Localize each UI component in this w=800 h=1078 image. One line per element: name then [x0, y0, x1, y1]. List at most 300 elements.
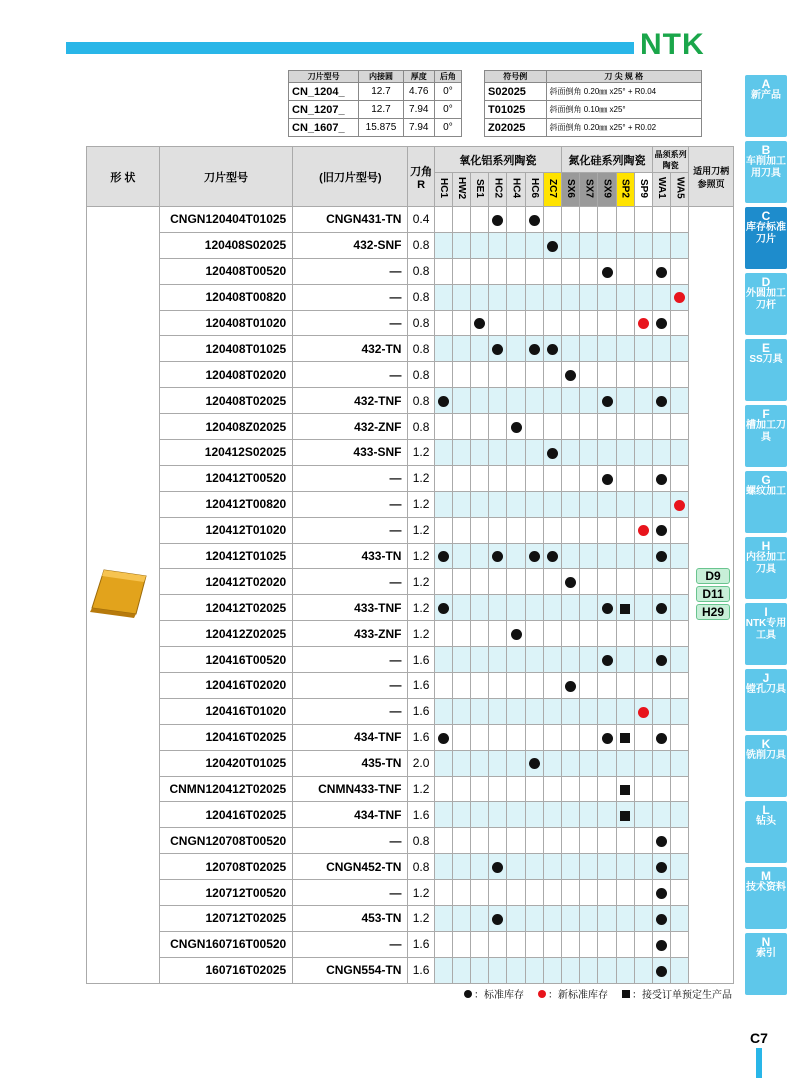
- grade-cell: [471, 698, 489, 724]
- grade-cell: [598, 232, 616, 258]
- grade-cell: [598, 750, 616, 776]
- grade-cell: [598, 854, 616, 880]
- black-dot-icon: [529, 215, 540, 226]
- black-square-icon: [620, 785, 630, 795]
- table-row: [87, 491, 734, 517]
- spec1-header: 后角: [434, 71, 461, 83]
- grade-cell: [507, 440, 525, 466]
- old-model: 432-TNF: [293, 388, 408, 414]
- grade-cell: [634, 258, 652, 284]
- grade-cell: [598, 673, 616, 699]
- side-nav-letter: H: [761, 539, 771, 553]
- grade-cell: [489, 647, 507, 673]
- corner-r: 1.2: [408, 776, 434, 802]
- grade-cell: [452, 750, 470, 776]
- old-model: 434-TNF: [293, 802, 408, 828]
- grade-cell: [562, 336, 580, 362]
- grade-cell: [652, 931, 670, 957]
- grade-cell: [598, 776, 616, 802]
- grade-cell: [543, 414, 561, 440]
- legend-new-standard: ：新标准库存: [548, 990, 608, 1001]
- grade-cell: [452, 232, 470, 258]
- grade-cell: [525, 362, 543, 388]
- side-nav-item-b[interactable]: [745, 141, 787, 203]
- table-row: [87, 388, 734, 414]
- side-nav-letter: D: [761, 275, 771, 289]
- side-nav-label: 内径加工刀具: [746, 552, 786, 575]
- grade-cell: [471, 569, 489, 595]
- grade-cell: [616, 440, 634, 466]
- grade-cell: [525, 621, 543, 647]
- grade-cell: [616, 207, 634, 233]
- grade-cell: [634, 880, 652, 906]
- grade-cell: [562, 414, 580, 440]
- grade-cell: [671, 517, 689, 543]
- grade-cell: [562, 543, 580, 569]
- grade-cell: [634, 673, 652, 699]
- grade-cell: [507, 543, 525, 569]
- grade-cell: [507, 414, 525, 440]
- old-model: —: [293, 828, 408, 854]
- insert-model: 120408T01025: [159, 336, 292, 362]
- grade-cell: [652, 854, 670, 880]
- black-dot-icon: [529, 344, 540, 355]
- grade-cell: [652, 491, 670, 517]
- old-model: 433-TNF: [293, 595, 408, 621]
- grade-cell: [652, 621, 670, 647]
- grade-cell: [652, 465, 670, 491]
- side-nav-letter: I: [764, 605, 768, 619]
- grade-cell: [507, 698, 525, 724]
- grade-cell: [598, 621, 616, 647]
- grade-cell: [471, 258, 489, 284]
- grade-cell: [471, 440, 489, 466]
- grade-cell: [471, 828, 489, 854]
- grade-cell: [489, 284, 507, 310]
- grade-cell: [562, 440, 580, 466]
- grade-label: SP9: [637, 178, 649, 198]
- grade-cell: [598, 931, 616, 957]
- old-model: 434-TNF: [293, 724, 408, 750]
- table-row: [289, 101, 462, 119]
- side-nav-label: 车削加工用刀具: [746, 156, 786, 179]
- grade-cell: [525, 828, 543, 854]
- table-row: [87, 854, 734, 880]
- table-row: [87, 414, 734, 440]
- grade-cell: [616, 258, 634, 284]
- grade-cell: [580, 828, 598, 854]
- corner-r: 0.4: [408, 207, 434, 233]
- grade-cell: [580, 284, 598, 310]
- black-dot-icon: [602, 655, 613, 666]
- black-dot-icon: [464, 990, 472, 998]
- table-row: [87, 232, 734, 258]
- grade-cell: [489, 880, 507, 906]
- grade-cell: [489, 543, 507, 569]
- spec1-cell: 15.875: [359, 119, 403, 137]
- grade-cell: [434, 517, 452, 543]
- grade-cell: [671, 880, 689, 906]
- grade-label: ZC7: [546, 178, 558, 198]
- table-row: [87, 698, 734, 724]
- corner-r: 1.6: [408, 724, 434, 750]
- side-nav-item-n[interactable]: [745, 933, 787, 995]
- grade-cell: [434, 207, 452, 233]
- black-dot-icon: [656, 267, 667, 278]
- old-model: —: [293, 647, 408, 673]
- grade-cell: [452, 776, 470, 802]
- grade-cell: [671, 673, 689, 699]
- grade-cell: [525, 465, 543, 491]
- grade-cell: [489, 802, 507, 828]
- grade-cell: [471, 310, 489, 336]
- black-dot-icon: [565, 681, 576, 692]
- black-dot-icon: [565, 370, 576, 381]
- grade-cell: [434, 906, 452, 932]
- old-model: CNGN452-TN: [293, 854, 408, 880]
- grade-cell: [434, 595, 452, 621]
- grade-header-se1: [471, 173, 489, 207]
- corner-r: 1.6: [408, 931, 434, 957]
- grade-cell: [507, 880, 525, 906]
- old-model: CNGN431-TN: [293, 207, 408, 233]
- side-nav-item-d[interactable]: [745, 273, 787, 335]
- grade-cell: [543, 491, 561, 517]
- grade-cell: [562, 880, 580, 906]
- old-model: —: [293, 465, 408, 491]
- grade-cell: [634, 906, 652, 932]
- legend-on-order: ：接受订单预定生产品: [632, 990, 732, 1001]
- old-model: —: [293, 517, 408, 543]
- old-model: 453-TN: [293, 906, 408, 932]
- grade-cell: [598, 284, 616, 310]
- grade-cell: [598, 880, 616, 906]
- grade-cell: [471, 336, 489, 362]
- side-nav-letter: J: [762, 671, 770, 685]
- black-dot-icon: [656, 655, 667, 666]
- grade-cell: [507, 284, 525, 310]
- grade-cell: [471, 595, 489, 621]
- grade-cell: [543, 310, 561, 336]
- grade-cell: [452, 440, 470, 466]
- grade-cell: [471, 362, 489, 388]
- grade-cell: [525, 880, 543, 906]
- grade-cell: [452, 362, 470, 388]
- grade-label: WA5: [674, 177, 686, 199]
- grade-cell: [543, 906, 561, 932]
- side-nav-item-c[interactable]: [745, 207, 787, 269]
- grade-cell: [507, 362, 525, 388]
- grade-cell: [434, 828, 452, 854]
- grade-cell: [489, 465, 507, 491]
- grade-cell: [616, 362, 634, 388]
- black-dot-icon: [656, 940, 667, 951]
- grade-header-hc1: [434, 173, 452, 207]
- table-row: [87, 310, 734, 336]
- grade-cell: [580, 543, 598, 569]
- insert-model: 120408S02025: [159, 232, 292, 258]
- black-dot-icon: [492, 344, 503, 355]
- grade-cell: [525, 802, 543, 828]
- grade-cell: [580, 465, 598, 491]
- grade-cell: [562, 284, 580, 310]
- grade-cell: [525, 284, 543, 310]
- corner-r: 0.8: [408, 258, 434, 284]
- black-dot-icon: [492, 914, 503, 925]
- black-dot-icon: [602, 396, 613, 407]
- insert-model: CNGN120708T00520: [159, 828, 292, 854]
- grade-cell: [489, 517, 507, 543]
- spec1-cell: 0°: [434, 119, 461, 137]
- grade-cell: [634, 750, 652, 776]
- grade-cell: [525, 336, 543, 362]
- grade-cell: [671, 750, 689, 776]
- grade-cell: [580, 957, 598, 983]
- corner-r: 1.2: [408, 543, 434, 569]
- grade-cell: [489, 828, 507, 854]
- grade-cell: [471, 802, 489, 828]
- grade-cell: [580, 388, 598, 414]
- black-dot-icon: [547, 448, 558, 459]
- table-row: [87, 207, 734, 233]
- grade-cell: [525, 388, 543, 414]
- side-nav-item-e[interactable]: [745, 339, 787, 401]
- grade-cell: [434, 284, 452, 310]
- grade-cell: [671, 388, 689, 414]
- grade-cell: [507, 828, 525, 854]
- legend-standard: ：标准库存: [474, 990, 524, 1001]
- grade-cell: [543, 465, 561, 491]
- grade-cell: [507, 621, 525, 647]
- grade-cell: [471, 931, 489, 957]
- grade-cell: [543, 284, 561, 310]
- grade-cell: [562, 776, 580, 802]
- grade-cell: [616, 595, 634, 621]
- grade-cell: [616, 284, 634, 310]
- old-model: —: [293, 258, 408, 284]
- insert-model: 120412T00520: [159, 465, 292, 491]
- side-nav-label: 螺纹加工: [746, 486, 786, 497]
- grade-cell: [580, 698, 598, 724]
- grade-cell: [434, 776, 452, 802]
- grade-cell: [652, 802, 670, 828]
- grade-cell: [634, 491, 652, 517]
- grade-cell: [543, 698, 561, 724]
- grade-cell: [489, 414, 507, 440]
- grade-cell: [489, 750, 507, 776]
- grade-cell: [434, 957, 452, 983]
- grade-cell: [562, 362, 580, 388]
- ref-page-badge[interactable]: D11: [696, 586, 730, 602]
- grade-cell: [434, 414, 452, 440]
- grade-cell: [671, 595, 689, 621]
- spec2-cell: S02025: [485, 83, 547, 101]
- grade-cell: [580, 440, 598, 466]
- grade-cell: [671, 854, 689, 880]
- grade-cell: [507, 750, 525, 776]
- old-model: —: [293, 310, 408, 336]
- header-alumina-group: 氧化铝系列陶瓷: [434, 147, 561, 173]
- side-nav-item-j[interactable]: [745, 669, 787, 731]
- side-nav-item-a[interactable]: [745, 75, 787, 137]
- grade-cell: [525, 854, 543, 880]
- grade-cell: [543, 517, 561, 543]
- grade-cell: [562, 595, 580, 621]
- grade-header-wa5: [671, 173, 689, 207]
- ref-page-badge[interactable]: D9: [696, 568, 730, 584]
- grade-cell: [543, 258, 561, 284]
- grade-cell: [562, 698, 580, 724]
- grade-cell: [634, 595, 652, 621]
- grade-cell: [671, 957, 689, 983]
- grade-cell: [616, 310, 634, 336]
- spec2-cell: 斜面倒角 0.10㎜ x25°: [546, 101, 701, 119]
- grade-cell: [634, 776, 652, 802]
- grade-header-hc2: [489, 173, 507, 207]
- grade-label: SX7: [583, 178, 595, 198]
- grade-cell: [652, 414, 670, 440]
- grade-cell: [434, 724, 452, 750]
- grade-cell: [434, 388, 452, 414]
- table-row: [87, 362, 734, 388]
- side-nav-letter: M: [761, 869, 771, 883]
- grade-cell: [580, 336, 598, 362]
- grade-cell: [580, 647, 598, 673]
- side-nav-label: 镗孔刀具: [746, 684, 786, 695]
- grade-cell: [471, 207, 489, 233]
- grade-cell: [507, 776, 525, 802]
- grade-cell: [562, 957, 580, 983]
- grade-cell: [598, 698, 616, 724]
- grade-cell: [507, 569, 525, 595]
- grade-cell: [562, 906, 580, 932]
- grade-cell: [507, 310, 525, 336]
- corner-r: 0.8: [408, 388, 434, 414]
- side-nav-item-f[interactable]: [745, 405, 787, 467]
- grade-cell: [580, 776, 598, 802]
- grade-cell: [507, 647, 525, 673]
- grade-cell: [507, 906, 525, 932]
- grade-cell: [671, 362, 689, 388]
- side-nav-item-h[interactable]: [745, 537, 787, 599]
- side-nav-item-g[interactable]: [745, 471, 787, 533]
- grade-cell: [562, 207, 580, 233]
- side-nav-label: 钻头: [756, 816, 776, 827]
- grade-cell: [652, 673, 670, 699]
- grade-header-sx9: [598, 173, 616, 207]
- corner-r: 1.2: [408, 880, 434, 906]
- spec1-cell: CN_1607_: [289, 119, 359, 137]
- grade-cell: [489, 569, 507, 595]
- side-nav-letter: N: [761, 935, 771, 949]
- grade-header-zc7: [543, 173, 561, 207]
- corner-r: 0.8: [408, 414, 434, 440]
- grade-cell: [452, 957, 470, 983]
- spec1-cell: 7.94: [403, 119, 434, 137]
- grade-cell: [652, 828, 670, 854]
- grade-cell: [452, 336, 470, 362]
- header-accent-bar: [66, 42, 634, 54]
- grade-cell: [471, 491, 489, 517]
- grade-cell: [471, 465, 489, 491]
- ref-page-badge[interactable]: H29: [696, 604, 730, 620]
- grade-cell: [471, 388, 489, 414]
- grade-cell: [434, 440, 452, 466]
- grade-cell: [671, 284, 689, 310]
- grade-cell: [598, 310, 616, 336]
- grade-cell: [671, 647, 689, 673]
- old-model: —: [293, 491, 408, 517]
- grade-cell: [652, 880, 670, 906]
- table-row: [87, 440, 734, 466]
- header-corner-r: 刀角R: [408, 147, 434, 207]
- grade-cell: [507, 854, 525, 880]
- old-model: 432-SNF: [293, 232, 408, 258]
- insert-grade-table: [86, 146, 734, 984]
- grade-cell: [580, 310, 598, 336]
- side-nav-item-m[interactable]: [745, 867, 787, 929]
- grade-cell: [634, 931, 652, 957]
- grade-cell: [525, 207, 543, 233]
- black-square-icon: [620, 733, 630, 743]
- side-nav-letter: F: [762, 407, 770, 421]
- black-dot-icon: [511, 629, 522, 640]
- insert-model: 120408Z02025: [159, 414, 292, 440]
- grade-cell: [634, 284, 652, 310]
- grade-cell: [580, 880, 598, 906]
- black-dot-icon: [656, 914, 667, 925]
- grade-cell: [616, 880, 634, 906]
- grade-cell: [543, 569, 561, 595]
- grade-cell: [543, 750, 561, 776]
- grade-cell: [671, 258, 689, 284]
- corner-r: 1.2: [408, 491, 434, 517]
- grade-label: HC1: [437, 177, 449, 198]
- grade-cell: [634, 465, 652, 491]
- grade-cell: [543, 621, 561, 647]
- grade-cell: [598, 207, 616, 233]
- corner-r: 1.6: [408, 673, 434, 699]
- black-dot-icon: [656, 966, 667, 977]
- grade-cell: [452, 207, 470, 233]
- insert-model: CNGN120404T01025: [159, 207, 292, 233]
- side-nav-item-i[interactable]: [745, 603, 787, 665]
- table-row: [87, 776, 734, 802]
- side-nav-item-l[interactable]: [745, 801, 787, 863]
- grade-cell: [543, 931, 561, 957]
- grade-cell: [671, 440, 689, 466]
- grade-cell: [434, 621, 452, 647]
- grade-cell: [634, 207, 652, 233]
- grade-cell: [616, 336, 634, 362]
- side-nav-label: 库存标准刀片: [746, 222, 786, 245]
- table-row: [87, 465, 734, 491]
- grade-cell: [452, 595, 470, 621]
- grade-cell: [471, 517, 489, 543]
- insert-model: 120412T02025: [159, 595, 292, 621]
- grade-cell: [507, 336, 525, 362]
- black-dot-icon: [602, 603, 613, 614]
- side-nav-item-k[interactable]: [745, 735, 787, 797]
- grade-cell: [525, 931, 543, 957]
- corner-r: 0.8: [408, 854, 434, 880]
- black-dot-icon: [492, 551, 503, 562]
- black-dot-icon: [438, 396, 449, 407]
- grade-label: HW2: [456, 176, 468, 200]
- side-nav-letter: E: [761, 341, 770, 355]
- grade-cell: [452, 414, 470, 440]
- grade-cell: [543, 543, 561, 569]
